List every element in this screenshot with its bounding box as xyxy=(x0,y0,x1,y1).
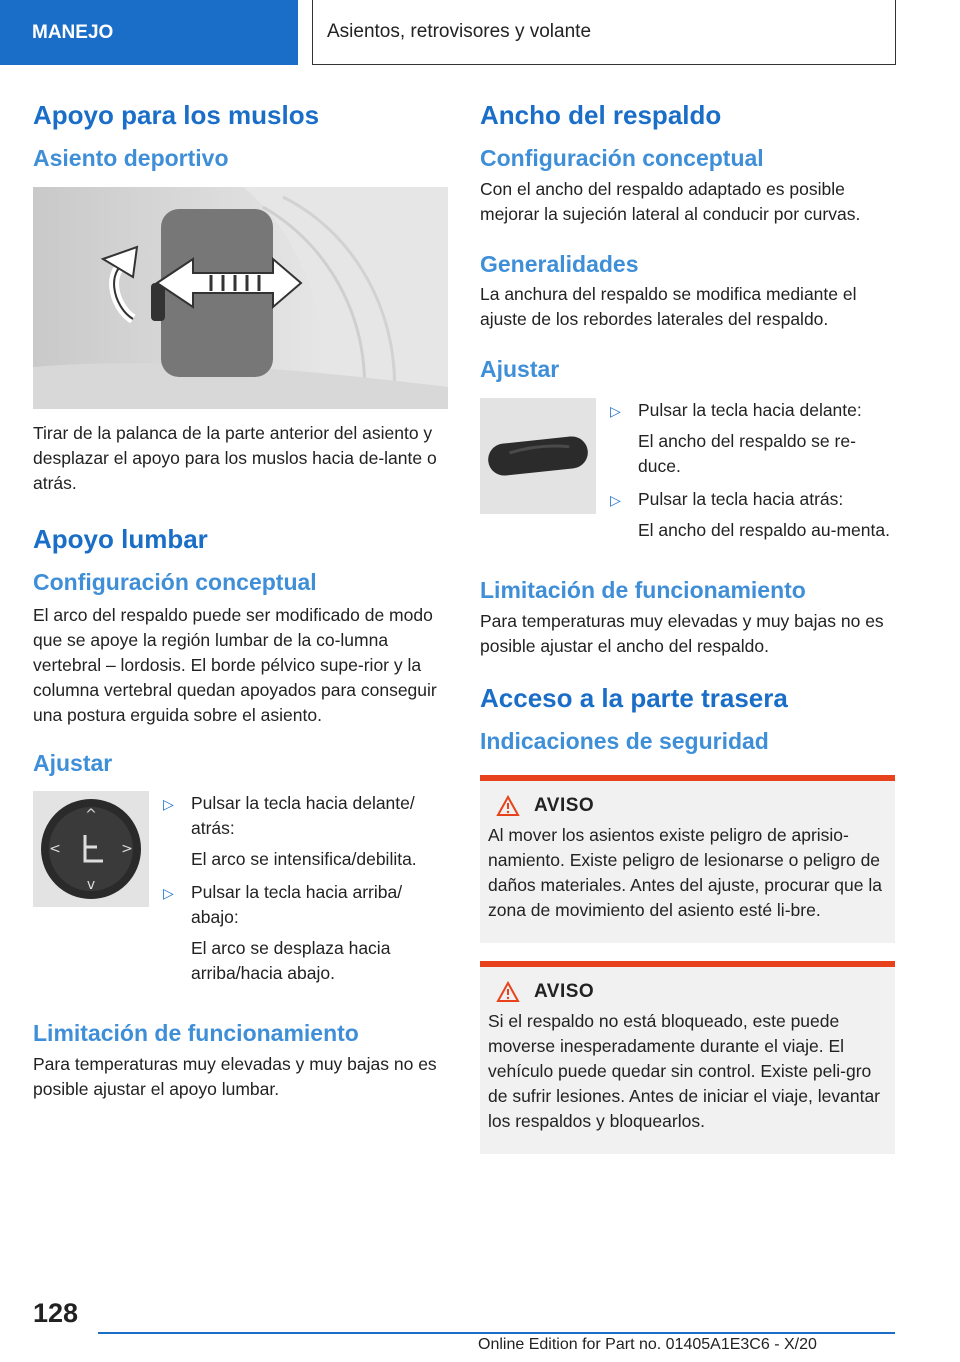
adjust-result: El ancho del respaldo au-menta. xyxy=(638,519,890,540)
width-adjust-section xyxy=(480,398,895,551)
warning-text: Si el respaldo no está bloqueado, este puede moverse inesperadamente durante el viaje. El vehículo puede quedar sin control. Existe peli-gro de sufrir lesiones. Antes de iniciar el viaje, levantar los respaldos y bloquearlos. xyxy=(488,1011,881,1132)
edition-note: Online Edition for Part no. 01405A1E3C6 - X/20 xyxy=(478,1336,817,1353)
heading-width-adjust: Ajustar xyxy=(480,356,560,383)
heading-thigh-support: Apoyo para los muslos xyxy=(33,100,320,130)
warning-triangle-icon xyxy=(496,981,520,1003)
triangle-bullet-icon: ▷ xyxy=(163,796,174,813)
width-concept-text: Con el ancho del respaldo adaptado es posible mejorar la sujeción lateral al conducir por curvas. xyxy=(480,178,861,224)
heading-lumbar-concept: Configuración conceptual xyxy=(33,568,317,595)
warning-header xyxy=(488,795,883,817)
adjust-action: Pulsar la tecla hacia delante: xyxy=(638,399,862,420)
warning-box xyxy=(480,775,895,943)
list-item xyxy=(610,487,895,543)
adjust-result: El arco se intensifica/debilita. xyxy=(191,849,417,870)
warning-header xyxy=(488,981,883,1003)
list-item xyxy=(163,880,448,986)
svg-text:v: v xyxy=(86,877,96,894)
heading-rear-access: Acceso a la parte trasera xyxy=(480,682,788,713)
section-tab xyxy=(0,0,298,65)
heading-width-limit: Limitación de funcionamiento xyxy=(480,576,806,603)
seat-thigh-illustration xyxy=(33,187,448,409)
adjust-action: Pulsar la tecla hacia atrás: xyxy=(638,488,844,509)
width-switch-image xyxy=(480,398,596,514)
lumbar-adjust-list xyxy=(163,791,448,994)
triangle-bullet-icon: ▷ xyxy=(610,402,621,419)
triangle-bullet-icon: ▷ xyxy=(163,885,174,902)
list-item xyxy=(610,398,895,479)
footer-divider xyxy=(98,1332,895,1334)
width-switch-illustration xyxy=(480,398,596,514)
section-title: MANEJO xyxy=(32,21,114,43)
thigh-support-text: Tirar de la palanca de la parte anterior del asiento y desplazar el apoyo para los muslos hacia de-lante o atrás. xyxy=(33,422,437,493)
adjust-action: Pulsar la tecla hacia delante/ atrás: xyxy=(191,793,415,839)
warning-title: AVISO xyxy=(534,795,595,817)
triangle-bullet-icon: ▷ xyxy=(610,491,621,508)
svg-text:>: > xyxy=(121,841,133,858)
adjust-result: El arco se desplaza hacia arriba/hacia abajo. xyxy=(191,938,391,984)
adjust-result: El ancho del respaldo se re-duce. xyxy=(638,430,856,476)
heading-safety: Indicaciones de seguridad xyxy=(480,727,769,754)
heading-lumbar-limit: Limitación de funcionamiento xyxy=(33,1020,359,1047)
right-column xyxy=(480,100,895,1172)
lumbar-limit-text: Para temperaturas muy elevadas y muy bajas no es posible ajustar el apoyo lumbar. xyxy=(33,1053,437,1099)
left-column xyxy=(33,100,448,1102)
heading-sport-seat: Asiento deportivo xyxy=(33,145,229,172)
warning-text: Al mover los asientos existe peligro de aprisio-namiento. Existe peligro de lesionarse o peligro de daños materiales. Antes del ajuste, procurar que la zona de movimiento del asiento esté li-bre. xyxy=(488,825,882,921)
heading-general: Generalidades xyxy=(480,250,639,277)
heading-lumbar-support: Apoyo lumbar xyxy=(33,523,208,554)
list-item xyxy=(163,791,448,872)
width-adjust-list xyxy=(610,398,895,551)
lumbar-switch-illustration xyxy=(33,791,149,907)
chapter-title: Asientos, retrovisores y volante xyxy=(327,21,592,42)
thigh-support-figure xyxy=(33,187,448,409)
heading-backrest-width: Ancho del respaldo xyxy=(480,100,722,130)
warning-title: AVISO xyxy=(534,981,595,1003)
width-limit-text: Para temperaturas muy elevadas y muy bajas no es posible ajustar el ancho del respaldo. xyxy=(480,610,884,656)
lumbar-concept-text: El arco del respaldo puede ser modificado de modo que se apoye la región lumbar de la co-lumna vertebral – lordosis. El borde pélvico supe-rior y la columna vertebral quedan apoyados para conseguir una postura erguida sobre el asiento. xyxy=(33,604,437,725)
adjust-action: Pulsar la tecla hacia arriba/ abajo: xyxy=(191,882,403,928)
page-number: 128 xyxy=(33,1298,79,1328)
chapter-header xyxy=(312,0,896,65)
warning-triangle-icon xyxy=(496,795,520,817)
heading-lumbar-adjust: Ajustar xyxy=(33,749,113,776)
svg-text:<: < xyxy=(49,841,61,858)
heading-width-concept: Configuración conceptual xyxy=(480,145,764,172)
general-text: La anchura del respaldo se modifica mediante el ajuste de los rebordes laterales del respaldo. xyxy=(480,284,857,330)
lumbar-adjust-section xyxy=(33,791,448,994)
svg-text:^: ^ xyxy=(85,807,97,824)
lumbar-switch-image xyxy=(33,791,149,907)
warning-box xyxy=(480,961,895,1154)
